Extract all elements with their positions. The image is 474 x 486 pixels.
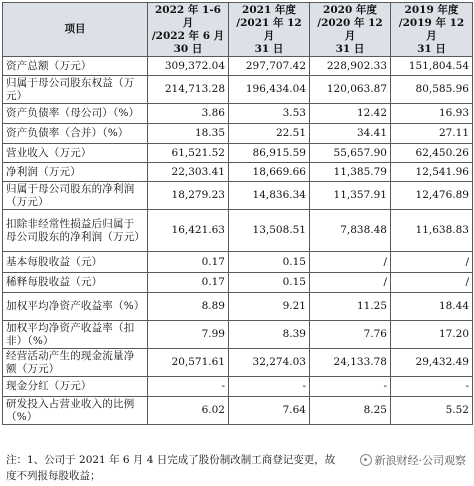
table-row xyxy=(3,252,473,273)
row-label: 净利润（万元） xyxy=(3,163,148,182)
row-value: - xyxy=(391,377,473,397)
row-label: 研发投入占营业收入的比例（%） xyxy=(3,397,148,425)
row-value: 8.39 xyxy=(229,321,310,349)
row-label: 加权平均净资产收益率（%） xyxy=(3,293,148,321)
row-value: 8.89 xyxy=(148,293,229,321)
header-line: 2020 年度 xyxy=(323,3,377,16)
row-value: 12.42 xyxy=(310,104,391,124)
table-row xyxy=(3,349,473,377)
row-label: 扣除非经常性损益后归属于母公司股东的净利润（万元） xyxy=(3,210,148,252)
row-value: - xyxy=(310,377,391,397)
header-line: /2020 年 12 月 xyxy=(317,16,383,42)
table-row xyxy=(3,273,473,293)
row-value: 80,585.96 xyxy=(391,76,473,104)
row-value: / xyxy=(391,252,473,273)
row-value: 61,521.52 xyxy=(148,144,229,163)
row-value: 0.15 xyxy=(229,273,310,293)
row-value: - xyxy=(148,377,229,397)
table-row xyxy=(3,104,473,124)
row-value: 8.25 xyxy=(310,397,391,425)
row-value: 16,421.63 xyxy=(148,210,229,252)
row-value: 62,450.26 xyxy=(391,144,473,163)
row-value: 55,657.90 xyxy=(310,144,391,163)
row-value: 7.64 xyxy=(229,397,310,425)
header-line: 30 日 xyxy=(173,42,203,55)
row-value: 86,915.59 xyxy=(229,144,310,163)
row-value: 5.52 xyxy=(391,397,473,425)
row-value: / xyxy=(391,273,473,293)
header-period-2019 xyxy=(391,3,473,57)
row-label: 稀释每股收益（元） xyxy=(3,273,148,293)
row-value: 29,432.49 xyxy=(391,349,473,377)
header-line: /2022 年 6 月 xyxy=(151,29,225,42)
row-label: 经营活动产生的现金流量净额（万元） xyxy=(3,349,148,377)
table-body xyxy=(3,57,473,425)
row-value: 22,303.41 xyxy=(148,163,229,182)
row-value: 16.93 xyxy=(391,104,473,124)
row-value: - xyxy=(229,377,310,397)
row-value: 11,638.83 xyxy=(391,210,473,252)
table-row xyxy=(3,377,473,397)
row-value: 11.25 xyxy=(310,293,391,321)
row-value: 214,713.28 xyxy=(148,76,229,104)
row-value: 6.02 xyxy=(148,397,229,425)
header-item xyxy=(3,3,148,57)
header-period-2021 xyxy=(229,3,310,57)
financial-data-table xyxy=(2,2,473,425)
header-row xyxy=(3,3,473,57)
row-label: 基本每股收益（元） xyxy=(3,252,148,273)
row-value: 13,508.51 xyxy=(229,210,310,252)
row-value: 12,541.96 xyxy=(391,163,473,182)
row-value: 18,669.66 xyxy=(229,163,310,182)
row-value: 11,357.91 xyxy=(310,182,391,210)
table-row xyxy=(3,210,473,252)
row-value: / xyxy=(310,252,391,273)
table-header xyxy=(3,3,473,57)
header-line: 2021 年度 xyxy=(242,3,296,16)
row-value: 309,372.04 xyxy=(148,57,229,76)
row-label: 资产总额（万元） xyxy=(3,57,148,76)
wechat-logo-icon xyxy=(360,454,372,466)
row-value: 151,804.54 xyxy=(391,57,473,76)
row-value: 297,707.42 xyxy=(229,57,310,76)
row-label: 加权平均净资产收益率（扣非）（%） xyxy=(3,321,148,349)
row-value: 3.86 xyxy=(148,104,229,124)
row-value: 20,571.61 xyxy=(148,349,229,377)
source-watermark xyxy=(358,451,469,469)
row-label: 归属于母公司股东的净利润（万元） xyxy=(3,182,148,210)
row-label: 资产负债率（母公司）（%） xyxy=(3,104,148,124)
row-value: 32,274.03 xyxy=(229,349,310,377)
row-value: 14,836.34 xyxy=(229,182,310,210)
row-value: 18,279.23 xyxy=(148,182,229,210)
header-period-2022h1 xyxy=(148,3,229,57)
footnote-line-1: 注：1、公司于 2021 年 6 月 4 日完成了股份制改制工商登记变更，故 xyxy=(6,454,336,466)
row-value: 27.11 xyxy=(391,124,473,144)
row-value: 228,902.33 xyxy=(310,57,391,76)
row-value: 22.51 xyxy=(229,124,310,144)
row-value: 11,385.79 xyxy=(310,163,391,182)
footnote-line-2: 度不列报每股收益； xyxy=(6,470,101,482)
table-row xyxy=(3,321,473,349)
header-line: 31 日 xyxy=(335,42,365,55)
row-value: / xyxy=(310,273,391,293)
header-line: 31 日 xyxy=(417,42,446,55)
row-value: 7,838.48 xyxy=(310,210,391,252)
row-value: 0.15 xyxy=(229,252,310,273)
row-value: 7.76 xyxy=(310,321,391,349)
row-value: 12,476.89 xyxy=(391,182,473,210)
row-value: 0.17 xyxy=(148,252,229,273)
header-item-label: 项目 xyxy=(64,23,86,35)
table-row xyxy=(3,76,473,104)
table-row xyxy=(3,163,473,182)
table-row xyxy=(3,124,473,144)
row-value: 0.17 xyxy=(148,273,229,293)
row-value: 120,063.87 xyxy=(310,76,391,104)
table-row xyxy=(3,293,473,321)
row-value: 17.20 xyxy=(391,321,473,349)
table-row xyxy=(3,397,473,425)
row-value: 34.41 xyxy=(310,124,391,144)
row-value: 196,434.04 xyxy=(229,76,310,104)
header-line: /2021 年 12 月 xyxy=(236,16,302,42)
header-line: 2022 年 1-6 月 xyxy=(154,3,221,29)
table-row xyxy=(3,144,473,163)
row-value: 7.99 xyxy=(148,321,229,349)
header-line: 2019 年度 xyxy=(404,3,459,16)
row-value: 3.53 xyxy=(229,104,310,124)
watermark-text: 新浪财经·公司观察 xyxy=(374,454,466,467)
row-value: 18.44 xyxy=(391,293,473,321)
row-label: 资产负债率（合并）（%） xyxy=(3,124,148,144)
row-label: 归属于母公司股东权益（万元） xyxy=(3,76,148,104)
row-label: 现金分红（万元） xyxy=(3,377,148,397)
table-row xyxy=(3,57,473,76)
row-value: 9.21 xyxy=(229,293,310,321)
row-value: 24,133.78 xyxy=(310,349,391,377)
table-row xyxy=(3,182,473,210)
row-value: 18.35 xyxy=(148,124,229,144)
header-line: 31 日 xyxy=(254,42,284,55)
header-line: /2019 年 12 月 xyxy=(398,16,465,42)
header-period-2020 xyxy=(310,3,391,57)
row-label: 营业收入（万元） xyxy=(3,144,148,163)
